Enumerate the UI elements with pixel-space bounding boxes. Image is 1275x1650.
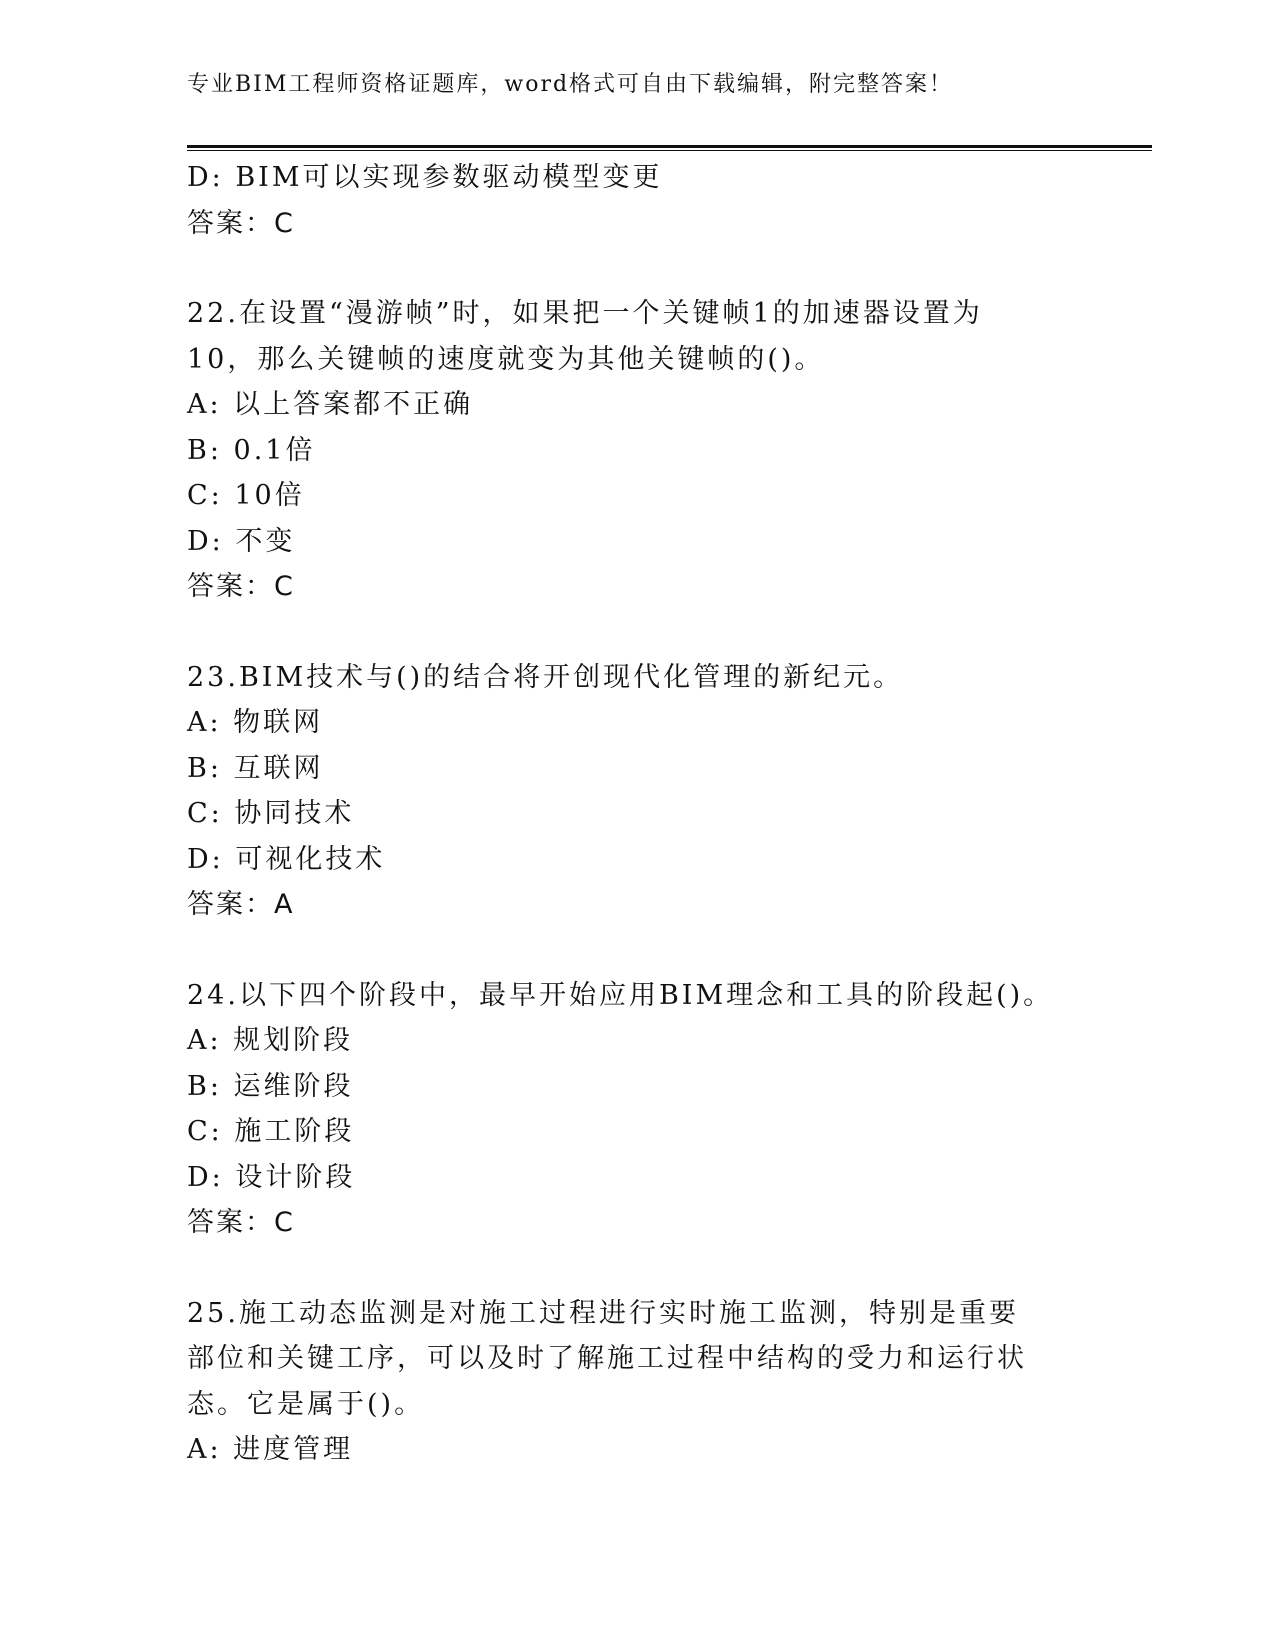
option-b: B: 运维阶段 bbox=[187, 1070, 354, 1102]
question-23 bbox=[187, 655, 1087, 928]
question-stem: 24.以下四个阶段中，最早开始应用BIM理念和工具的阶段起()。 bbox=[187, 979, 1054, 1011]
answer-line: 答案：C bbox=[187, 1207, 295, 1238]
question-25 bbox=[187, 1291, 1087, 1473]
option-a: A: 物联网 bbox=[187, 707, 324, 738]
question-stem: 22.在设置“漫游帧”时，如果把一个关键帧1的加速器设置为10，那么关键帧的速度就变为其他关键帧的()。 bbox=[187, 298, 983, 375]
option-c: C: 协同技术 bbox=[187, 798, 355, 829]
question-stem: 25.施工动态监测是对施工过程进行实时施工监测，特别是重要部位和关键工序，可以及时了解施工过程中结构的受力和运行状态。它是属于()。 bbox=[187, 1297, 1027, 1420]
answer-line: 答案：C bbox=[187, 571, 295, 602]
page-header: 专业BIM工程师资格证题库，word格式可自由下载编辑，附完整答案！ bbox=[187, 72, 954, 97]
option-b: B: 0.1倍 bbox=[187, 434, 316, 466]
option-d: D: 不变 bbox=[187, 525, 296, 557]
option-c: C: 10倍 bbox=[187, 480, 305, 511]
option-d: D: 可视化技术 bbox=[187, 843, 386, 875]
option-a: A: 进度管理 bbox=[187, 1434, 354, 1465]
document-body bbox=[187, 155, 1087, 1473]
answer-line: 答案：A bbox=[187, 889, 295, 920]
option-d: D: BIM可以实现参数驱动模型变更 bbox=[187, 162, 663, 193]
option-b: B: 互联网 bbox=[187, 752, 324, 784]
option-c: C: 施工阶段 bbox=[187, 1116, 355, 1147]
answer-line: 答案：C bbox=[187, 207, 295, 239]
question-stem: 23.BIM技术与()的结合将开创现代化管理的新纪元。 bbox=[187, 661, 904, 693]
question-24 bbox=[187, 973, 1087, 1246]
question-22 bbox=[187, 291, 1087, 610]
option-d: D: 设计阶段 bbox=[187, 1161, 356, 1193]
option-a: A: 以上答案都不正确 bbox=[187, 389, 474, 420]
question-continuation bbox=[187, 155, 1087, 246]
header-divider bbox=[187, 145, 1152, 151]
option-a: A: 规划阶段 bbox=[187, 1025, 354, 1056]
